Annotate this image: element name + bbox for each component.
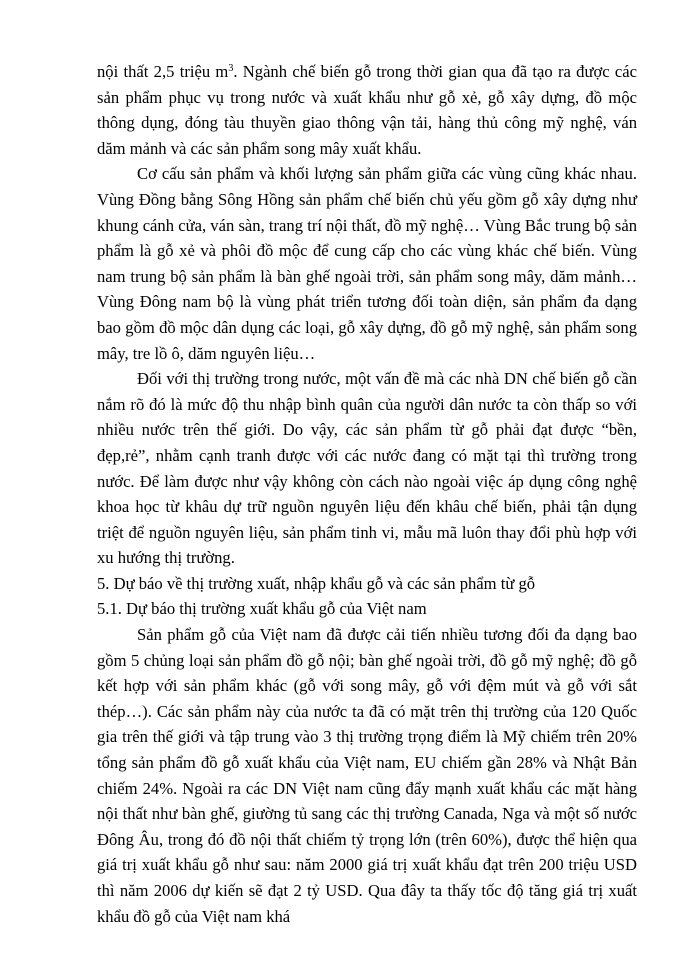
document-page <box>97 59 637 929</box>
section-heading-5: 5. Dự báo về thị trường xuất, nhập khẩu gỗ và các sản phẩm từ gỗ <box>97 573 536 593</box>
paragraph-production-capacity <box>97 59 637 161</box>
paragraph-domestic-market: Đối với thị trường trong nước, một vấn đề mà các nhà DN chế biến gỗ cần nắm rõ đó là mức độ thu nhập bình quân của người dân nước ta còn thấp so với nhiều nước trên thế giới. Do vậy, các sản phẩm từ gỗ phải đạt được “bền, đẹp,rẻ”, nhằm cạnh tranh được với các nước đang có mặt tại thì trường trong nước. Để làm được như vậy không còn cách nào ngoài việc áp dụng công nghệ khoa học từ khâu dự trữ nguồn nguyên liệu đến khâu chế biến, phải tận dụng triệt để nguồn nguyên liệu, sản phẩm tinh vi, mẫu mã luôn thay đổi phù hợp với xu hướng thị trường. <box>97 369 637 568</box>
section-heading-5-1: 5.1. Dự báo thị trường xuất khẩu gỗ của Việt nam <box>97 599 427 619</box>
superscript-cubic: 3 <box>228 63 234 74</box>
paragraph-regional-products: Cơ cấu sản phẩm và khối lượng sản phẩm giữa các vùng cũng khác nhau. Vùng Đồng bằng Sông Hồng sản phẩm chế biến chủ yếu gồm gỗ xây dựng như khung cánh cửa, ván sàn, trang trí nội thất, đồ mỹ nghệ… Vùng Bắc trung bộ sản phẩm là gỗ xẻ và phôi đồ mộc để cung cấp cho các vùng khác chế biến. Vùng nam trung bộ sản phẩm là bàn ghế ngoài trời, sản phẩm song mây, dăm mảnh… Vùng Đông nam bộ là vùng phát triển tương đối toàn diện, sản phẩm đa dạng bao gồm đồ mộc dân dụng các loại, gỗ xây dựng, đồ gỗ mỹ nghệ, sản phẩm song mây, tre lồ ô, dăm nguyên liệu… <box>97 164 637 363</box>
paragraph-text: nội thất 2,5 triệu m <box>97 62 229 81</box>
paragraph-text: . Ngành chế biến gỗ trong thời gian qua đã tạo ra được các sản phẩm phục vụ trong nước và xuất khẩu như gỗ xẻ, gỗ xây dựng, đồ mộc thông dụng, đóng tàu thuyền giao thông vận tải, hàng thủ công mỹ nghệ, ván dăm mảnh và các sản phẩm song mây xuất khẩu. <box>97 62 637 158</box>
paragraph-export-forecast: Sản phẩm gỗ của Việt nam đã được cải tiến nhiều tương đối đa dạng bao gồm 5 chủng loại sản phẩm đồ gỗ nội; bàn ghế ngoài trời, đồ gỗ mỹ nghệ; đồ gỗ kết hợp với sản phẩm khác (gỗ với song mây, gỗ với đệm mút và gỗ với sắt thép…). Các sản phẩm này của nước ta đã có mặt trên thị trường của 120 Quốc gia trên thế giới và tập trung vào 3 thị trường trọng điểm là Mỹ chiếm trên 20% tổng sản phẩm đồ gỗ xuất khẩu của Việt nam, EU chiếm gần 28% và Nhật Bản chiếm 24%. Ngoài ra các DN Việt nam cũng đẩy mạnh xuất khẩu các mặt hàng nội thất như bàn ghế, giường tủ sang các thị trường Canada, Nga và một số nước Đông Âu, trong đó đồ nội thất chiếm tỷ trọng lớn (trên 60%), được thể hiện qua giá trị xuất khẩu gỗ như sau: năm 2000 giá trị xuất khẩu đạt trên 200 triệu USD thì năm 2006 dự kiến sẽ đạt 2 tỷ USD. Qua đây ta thấy tốc độ tăng giá trị xuất khẩu đồ gỗ của Việt nam khá <box>97 625 637 926</box>
